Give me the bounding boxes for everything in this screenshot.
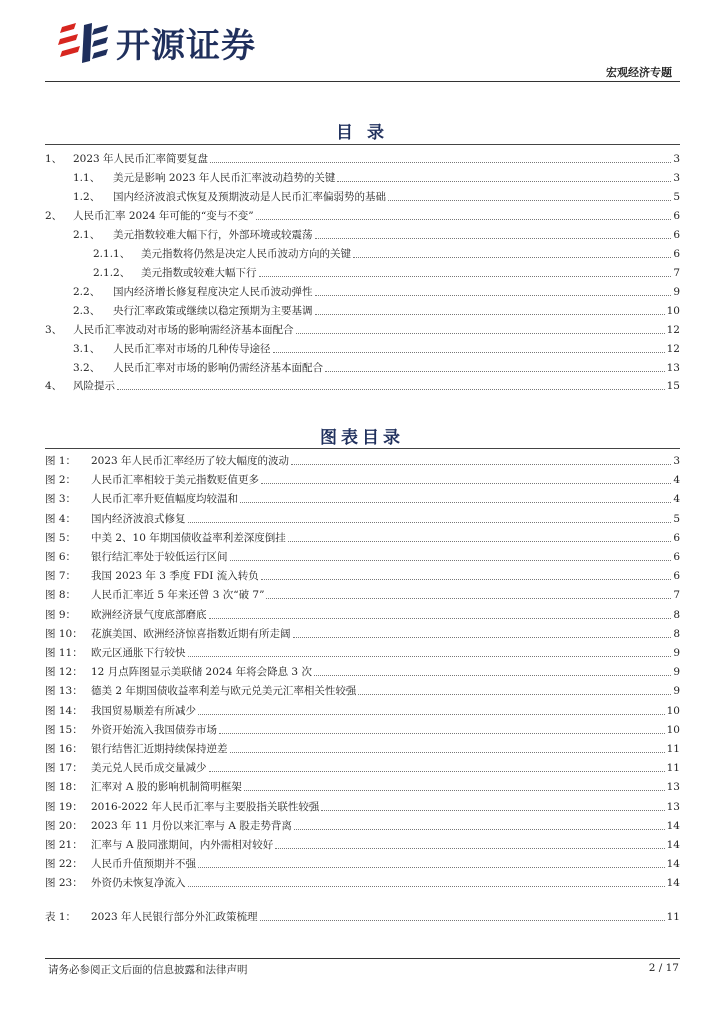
figure-entry[interactable] bbox=[45, 452, 680, 468]
figure-entry-number: 图 21： bbox=[45, 839, 83, 851]
figure-leader-dots bbox=[209, 618, 672, 619]
figure-entry-number: 图 18： bbox=[45, 781, 83, 794]
toc-leader-dots bbox=[315, 314, 665, 315]
figure-entry-title: 银行结售汇近期持续保持逆差 bbox=[91, 743, 228, 755]
figure-entry-title: 我国贸易顺差有所减少 bbox=[91, 704, 196, 717]
report-type: 宏观经济专题 bbox=[606, 66, 672, 79]
figure-leader-dots bbox=[288, 541, 672, 542]
figure-entry-page: 3 bbox=[673, 455, 680, 467]
toc-leader-dots bbox=[315, 238, 672, 239]
figures-heading: 图表目录 bbox=[320, 428, 404, 448]
figure-entry[interactable] bbox=[45, 682, 680, 698]
figure-entry[interactable] bbox=[45, 663, 680, 679]
toc-entry-number: 2.3、 bbox=[73, 305, 101, 317]
figure-entry[interactable] bbox=[45, 855, 680, 871]
figure-entry-number: 图 8： bbox=[45, 589, 77, 602]
toc-entry-page: 9 bbox=[673, 286, 680, 298]
figure-entry-number: 图 13： bbox=[45, 685, 83, 698]
figure-leader-dots bbox=[188, 886, 665, 887]
toc-entry-title: 美元是影响 2023 年人民币汇率波动趋势的关键 bbox=[113, 172, 336, 184]
figure-leader-dots bbox=[314, 675, 671, 676]
toc-entry-title: 美元指数或较难大幅下行 bbox=[141, 267, 257, 279]
figure-entry-page: 14 bbox=[666, 819, 680, 832]
table-leader-dots bbox=[260, 920, 665, 921]
toc-entry-number: 4、 bbox=[45, 380, 63, 392]
figure-entry-page: 11 bbox=[666, 762, 680, 775]
toc-entry-title: 国内经济增长修复程度决定人民币波动弹性 bbox=[113, 286, 313, 298]
figure-entry-page: 4 bbox=[673, 474, 680, 487]
footer-divider bbox=[45, 958, 680, 959]
figure-leader-dots bbox=[293, 637, 672, 638]
figure-entry-page: 6 bbox=[673, 531, 680, 544]
figure-entry-title: 国内经济波浪式修复 bbox=[91, 512, 186, 525]
figure-entry-number: 图 23： bbox=[45, 877, 83, 890]
figure-leader-dots bbox=[294, 829, 665, 830]
table-entry[interactable] bbox=[45, 908, 680, 924]
toc-entry-title: 人民币汇率对市场的几种传导途径 bbox=[113, 343, 271, 355]
figures-divider bbox=[45, 448, 680, 449]
figure-entry-page: 14 bbox=[666, 858, 680, 871]
figure-entry-page: 8 bbox=[673, 627, 680, 640]
toc-entry-number: 2.1、 bbox=[73, 229, 101, 241]
figure-entry-title: 银行结汇率处于较低运行区间 bbox=[91, 551, 228, 563]
figure-entry[interactable] bbox=[45, 586, 680, 602]
figure-leader-dots bbox=[266, 598, 671, 599]
figure-leader-dots bbox=[244, 790, 665, 791]
toc-entry-page: 6 bbox=[673, 248, 680, 260]
figure-entry-page: 6 bbox=[673, 570, 680, 583]
toc-entry-title: 风险提示 bbox=[73, 380, 115, 392]
figure-leader-dots bbox=[261, 579, 672, 580]
toc-heading: 目 录 bbox=[336, 123, 388, 143]
figure-entry-number: 图 2： bbox=[45, 474, 77, 487]
figure-entry-number: 图 20： bbox=[45, 819, 83, 832]
toc-entry-page: 5 bbox=[673, 191, 680, 203]
figure-leader-dots bbox=[209, 771, 665, 772]
toc-leader-dots bbox=[315, 295, 672, 296]
figure-entry[interactable] bbox=[45, 548, 680, 564]
toc-entry[interactable] bbox=[73, 226, 680, 242]
figure-leader-dots bbox=[198, 714, 665, 715]
figure-entry-page: 8 bbox=[673, 608, 680, 621]
figure-entry-title: 人民币升值预期并不强 bbox=[91, 858, 196, 871]
toc-entry-page: 3 bbox=[673, 153, 680, 165]
toc-leader-dots bbox=[337, 181, 671, 182]
figure-entry-number: 图 17： bbox=[45, 762, 83, 775]
figure-entry-page: 9 bbox=[673, 685, 680, 698]
figure-entry[interactable] bbox=[45, 740, 680, 756]
toc-entry[interactable] bbox=[73, 169, 680, 185]
company-logo bbox=[58, 18, 256, 67]
toc-entry-number: 2.2、 bbox=[73, 286, 101, 298]
figure-entry[interactable] bbox=[45, 778, 680, 794]
figure-entry-number: 图 15： bbox=[45, 723, 83, 736]
toc-entry-page: 15 bbox=[666, 380, 680, 392]
figure-entry[interactable] bbox=[45, 567, 680, 583]
toc-leader-dots bbox=[296, 333, 665, 334]
figure-entry-title: 人民币汇率近 5 年来还曾 3 次“破 7” bbox=[91, 589, 265, 602]
toc-entry-page: 3 bbox=[673, 172, 680, 184]
figure-entry-page: 9 bbox=[673, 647, 680, 659]
toc-entry[interactable] bbox=[73, 188, 680, 204]
toc-entry[interactable] bbox=[93, 264, 680, 280]
figure-entry-title: 外资仍未恢复净流入 bbox=[91, 877, 186, 890]
figure-entry[interactable] bbox=[45, 529, 680, 545]
company-name: 开源证券 bbox=[116, 26, 256, 66]
toc-entry-number: 1.2、 bbox=[73, 191, 101, 203]
toc-entry[interactable] bbox=[45, 207, 680, 223]
figure-entry[interactable] bbox=[45, 644, 680, 660]
table-entry-page: 11 bbox=[666, 911, 680, 923]
toc-entry[interactable] bbox=[73, 283, 680, 299]
figure-entry-page: 9 bbox=[673, 666, 680, 679]
figure-entry-number: 图 5： bbox=[45, 531, 77, 544]
figure-entry-page: 4 bbox=[673, 493, 680, 506]
figure-entry-page: 13 bbox=[666, 781, 680, 794]
toc-entry[interactable] bbox=[45, 150, 680, 166]
figure-leader-dots bbox=[198, 867, 665, 868]
toc-entry-number: 3、 bbox=[45, 324, 63, 336]
figure-entry-page: 13 bbox=[666, 800, 680, 813]
toc-entry-page: 6 bbox=[673, 229, 680, 241]
figure-leader-dots bbox=[275, 848, 664, 849]
figure-entry-title: 中美 2、10 年期国债收益率利差深度倒挂 bbox=[91, 531, 286, 544]
toc-entry-page: 6 bbox=[673, 210, 680, 222]
figure-entry-number: 图 12： bbox=[45, 666, 83, 679]
figure-entry-page: 6 bbox=[673, 551, 680, 563]
figure-entry[interactable] bbox=[45, 759, 680, 775]
figure-entry[interactable] bbox=[45, 836, 680, 852]
toc-entry[interactable] bbox=[45, 321, 680, 337]
figure-entry-title: 人民币汇率相较于美元指数贬值更多 bbox=[91, 474, 259, 487]
figure-entry-title: 美元兑人民币成交量减少 bbox=[91, 762, 207, 775]
toc-entry[interactable] bbox=[73, 302, 680, 318]
figure-leader-dots bbox=[230, 752, 665, 753]
figure-entry-title: 欧元区通胀下行较快 bbox=[91, 647, 186, 659]
figure-entry[interactable] bbox=[45, 874, 680, 890]
figure-entry-page: 14 bbox=[666, 839, 680, 851]
figure-entry-page: 11 bbox=[666, 743, 680, 755]
toc-leader-dots bbox=[388, 200, 671, 201]
figure-entry[interactable] bbox=[45, 606, 680, 622]
figure-leader-dots bbox=[188, 522, 672, 523]
figure-leader-dots bbox=[219, 733, 665, 734]
toc-entry-number: 1、 bbox=[45, 153, 63, 165]
toc-entry-number: 2.1.2、 bbox=[93, 267, 131, 279]
figure-entry-number: 图 1： bbox=[45, 455, 77, 467]
toc-leader-dots bbox=[210, 162, 671, 163]
toc-leader-dots bbox=[353, 257, 671, 258]
toc-leader-dots bbox=[325, 371, 665, 372]
figure-entry-title: 汇率与 A 股同涨期间，内外需相对较好 bbox=[91, 839, 274, 851]
toc-entry[interactable] bbox=[73, 359, 680, 375]
toc-entry-number: 3.1、 bbox=[73, 343, 101, 355]
figure-entry-page: 10 bbox=[666, 723, 680, 736]
figure-entry-title: 2016-2022 年人民币汇率与主要股指关联性较强 bbox=[91, 800, 320, 813]
figure-entry-number: 图 6： bbox=[45, 551, 77, 563]
table-entry-title: 2023 年人民银行部分外汇政策梳理 bbox=[91, 911, 258, 923]
toc-leader-dots bbox=[117, 389, 665, 390]
figure-entry-title: 汇率对 A 股的影响机制简明框架 bbox=[91, 781, 242, 794]
figure-entry-number: 图 10： bbox=[45, 627, 83, 640]
figure-entry[interactable] bbox=[45, 625, 680, 641]
toc-entry[interactable] bbox=[93, 245, 680, 261]
page-number: 2 / 17 bbox=[648, 962, 679, 974]
figure-entry-number: 图 3： bbox=[45, 493, 77, 506]
toc-entry-title: 2023 年人民币汇率简要复盘 bbox=[73, 153, 209, 165]
figure-entry-page: 14 bbox=[666, 877, 680, 890]
figure-leader-dots bbox=[358, 694, 671, 695]
figure-entry-page: 5 bbox=[673, 512, 680, 525]
toc-entry-page: 10 bbox=[666, 305, 680, 317]
figure-entry-title: 外资开始流入我国债券市场 bbox=[91, 723, 217, 736]
toc-entry-number: 1.1、 bbox=[73, 172, 101, 184]
toc-entry-title: 央行汇率政策或继续以稳定预期为主要基调 bbox=[113, 305, 313, 317]
figure-leader-dots bbox=[240, 502, 671, 503]
toc-leader-dots bbox=[259, 276, 672, 277]
toc-entry[interactable] bbox=[73, 340, 680, 356]
toc-entry-number: 2、 bbox=[45, 210, 63, 222]
figure-entry-title: 德美 2 年期国债收益率利差与欧元兑美元汇率相关性较强 bbox=[91, 685, 357, 698]
header-divider bbox=[45, 81, 680, 82]
toc-entry-title: 美元指数将仍然是决定人民币波动方向的关键 bbox=[141, 248, 351, 260]
figure-entry[interactable] bbox=[45, 817, 680, 833]
toc-entry-page: 7 bbox=[673, 267, 680, 279]
toc-entry-title: 人民币汇率对市场的影响仍需经济基本面配合 bbox=[113, 362, 323, 374]
table-entry-number: 表 1： bbox=[45, 911, 77, 923]
figure-entry[interactable] bbox=[45, 471, 680, 487]
toc-entry-title: 国内经济波浪式恢复及预期波动是人民币汇率偏弱势的基础 bbox=[113, 191, 386, 203]
figure-entry-page: 10 bbox=[666, 704, 680, 717]
figure-entry-title: 欧洲经济景气度底部磨底 bbox=[91, 608, 207, 621]
toc-entry-number: 2.1.1、 bbox=[93, 248, 131, 260]
figure-entry-title: 12 月点阵图显示美联储 2024 年将会降息 3 次 bbox=[91, 666, 312, 679]
figure-entry[interactable] bbox=[45, 510, 680, 526]
figure-entry-title: 2023 年 11 月份以来汇率与 A 股走势背离 bbox=[91, 819, 292, 832]
toc-divider bbox=[45, 144, 680, 145]
toc-leader-dots bbox=[256, 219, 672, 220]
figure-entry-number: 图 4： bbox=[45, 512, 77, 525]
figure-leader-dots bbox=[188, 656, 672, 657]
figure-entry-title: 我国 2023 年 3 季度 FDI 流入转负 bbox=[91, 570, 259, 583]
toc-entry-title: 人民币汇率波动对市场的影响需经济基本面配合 bbox=[73, 324, 294, 336]
toc-leader-dots bbox=[273, 352, 665, 353]
figure-entry-page: 7 bbox=[673, 589, 680, 602]
figure-entry-title: 人民币汇率升贬值幅度均较温和 bbox=[91, 493, 238, 506]
figure-entry-title: 2023 年人民币汇率经历了较大幅度的波动 bbox=[91, 455, 290, 467]
figure-leader-dots bbox=[321, 810, 664, 811]
page-header bbox=[0, 0, 724, 90]
figure-leader-dots bbox=[261, 483, 671, 484]
toc-entry[interactable] bbox=[45, 377, 680, 393]
toc-entry-title: 人民币汇率 2024 年可能的“变与不变” bbox=[73, 210, 254, 222]
logo-mark-icon bbox=[58, 21, 110, 65]
figure-leader-dots bbox=[230, 560, 672, 561]
figure-entry[interactable] bbox=[45, 702, 680, 718]
footer-disclaimer: 请务必参阅正文后面的信息披露和法律声明 bbox=[48, 964, 248, 976]
toc-entry-page: 13 bbox=[666, 362, 680, 374]
figure-entry-number: 图 11： bbox=[45, 647, 83, 659]
figure-entry-number: 图 7： bbox=[45, 570, 77, 583]
toc-entry-page: 12 bbox=[666, 324, 680, 336]
figure-entry-number: 图 19： bbox=[45, 800, 83, 813]
figure-entry-title: 花旗美国、欧洲经济惊喜指数近期有所走阔 bbox=[91, 627, 291, 640]
figure-entry-number: 图 16： bbox=[45, 743, 83, 755]
figure-entry[interactable] bbox=[45, 490, 680, 506]
figure-entry[interactable] bbox=[45, 798, 680, 814]
toc-entry-title: 美元指数较难大幅下行，外部环境或较震荡 bbox=[113, 229, 313, 241]
figure-entry[interactable] bbox=[45, 721, 680, 737]
toc-entry-number: 3.2、 bbox=[73, 362, 101, 374]
toc-entry-page: 12 bbox=[666, 343, 680, 355]
figure-entry-number: 图 9： bbox=[45, 608, 77, 621]
figure-entry-number: 图 14： bbox=[45, 704, 83, 717]
figure-entry-number: 图 22： bbox=[45, 858, 83, 871]
figure-leader-dots bbox=[291, 464, 671, 465]
